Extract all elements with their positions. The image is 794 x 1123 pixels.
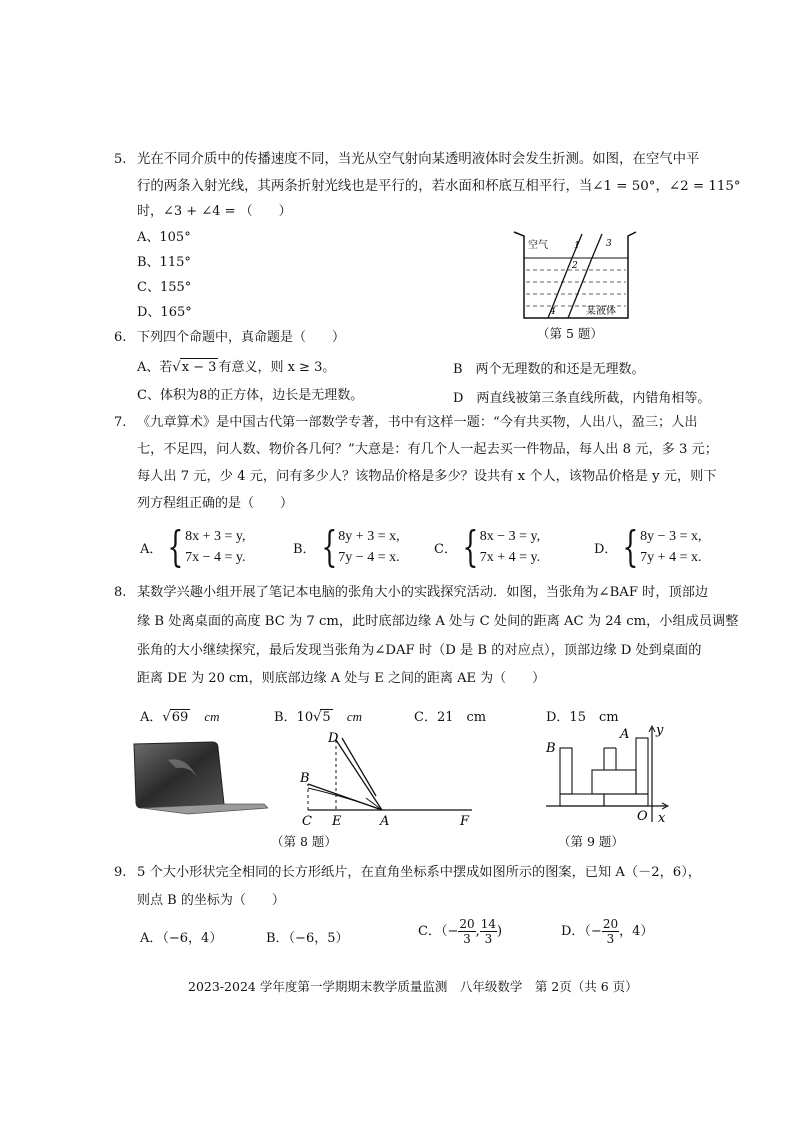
q7-stem-line2: 七，不足四，问人数、物价各几何？”大意是：有几个人一起去买一件物品，每人出 8 元，多 3 元；: [137, 442, 718, 457]
q6-option-a: A、若√x − 3 有意义，则 x ≥ 3。: [137, 360, 336, 375]
q5-number: 5.: [114, 152, 127, 167]
q8-laptop-image: [128, 740, 268, 816]
q8-number: 8.: [114, 585, 127, 600]
q7-number: 7.: [114, 415, 127, 430]
q7-stem-line3: 每人出 7 元，少 4 元，问有多少人？该物品价格是多少？设共有 x 个人，该物品价格是 y 元，则下: [137, 469, 717, 484]
q8-label-e: E: [332, 814, 342, 828]
q7-option-b: B． { 8y + 3 = x, 7y − 4 = x.: [293, 522, 400, 571]
q8-stem-line2: 缘 B 处离桌面的高度 BC 为 7 cm，此时底部边缘 A 处与 C 处间的距离 AC 为 24 cm，小组成员调整: [137, 614, 739, 629]
q6-option-a-radicand: x − 3: [181, 360, 217, 375]
q9-stem-line1: 5 个大小形状完全相同的长方形纸片，在直角坐标系中摆成如图所示的图案，已知 A（－2，6），: [137, 865, 701, 880]
q7-option-a: A． { 8x + 3 = y, 7x − 4 = y.: [140, 522, 246, 571]
q9-option-c: C．（− $\frac{20}{3}$ , $\frac{14}{3}$ ): [418, 917, 503, 946]
q9-label-a: A: [620, 727, 630, 742]
q5-stem-line3: 时，∠3 + ∠4 = （ ）: [137, 204, 292, 219]
q8-label-b: B: [300, 771, 310, 786]
q9-caption: （第 9 题）: [558, 834, 624, 849]
q6-option-c: C、体积为8的正方体，边长是无理数。: [137, 388, 364, 403]
page-footer: 2023-2024 学年度第一学期期末教学质量监测 八年级数学 第 2页（共 6 页）: [188, 979, 638, 994]
q8-stem-line1: 某数学兴趣小组开展了笔记本电脑的张角大小的实践探究活动．如图，当张角为∠BAF 时，顶部边: [137, 585, 709, 600]
q7-stem-line4: 列方程组正确的是（ ）: [137, 496, 294, 511]
q8-label-a: A: [380, 814, 390, 828]
q5-angle-3: 3: [606, 239, 612, 249]
q9-label-o: O: [637, 809, 648, 824]
q9-option-b: B．（−6，5）: [266, 931, 349, 946]
q8-caption: （第 8 题）: [271, 834, 337, 849]
q8-label-d: D: [328, 731, 339, 746]
q5-angle-4: 4: [550, 307, 556, 317]
q5-option-a: A、105°: [137, 230, 191, 245]
q7-option-d: D． { 8y − 3 = x, 7y + 4 = x.: [594, 522, 702, 571]
q9-option-a: A．（−6，4）: [140, 931, 223, 946]
q8-stem-line4: 距离 DE 为 20 cm，则底部边缘 A 处与 E 之间的距离 AE 为（ ）: [137, 671, 546, 686]
q6-option-b: B 两个无理数的和还是无理数。: [453, 362, 645, 377]
q5-option-c: C、155°: [137, 280, 192, 295]
q5-figure-beaker: [510, 228, 640, 322]
q7-option-c: C． { 8x − 3 = y, 7x + 4 = y.: [434, 522, 541, 571]
q9-stem-line2: 则点 B 的坐标为（ ）: [137, 893, 285, 908]
q5-fig-liquid-label: 某液体: [586, 306, 616, 317]
q9-label-y: y: [656, 723, 664, 738]
q8-label-f: F: [460, 814, 470, 828]
q6-option-d: D 两直线被第三条直线所截，内错角相等。: [453, 391, 711, 406]
q8-option-b: B．10√5 cm: [274, 709, 362, 725]
q5-stem-line1: 光在不同介质中的传播速度不同，当光从空气射向某透明液体时会发生折测。如图，在空气中平: [137, 152, 700, 167]
q8-label-c: C: [302, 814, 312, 828]
q8-option-a: A．√69 cm: [140, 709, 220, 725]
q5-stem-line2: 行的两条入射光线，其两条折射光线也是平行的，若水面和杯底互相平行，当∠1 = 50°，∠2 = 115°: [137, 179, 741, 194]
q7-stem-line1: 《九章算术》是中国古代第一部数学专著，书中有这样一题：“今有共买物，人出八，盈三；人出: [137, 415, 698, 430]
q9-number: 9.: [114, 865, 127, 880]
q5-angle-1: 1: [574, 241, 580, 251]
q8-option-d: D．15 cm: [546, 710, 619, 725]
q5-option-d: D、165°: [137, 305, 192, 320]
q8-option-c: C．21 cm: [414, 710, 487, 725]
q9-label-x: x: [658, 811, 666, 826]
q6-stem: 下列四个命题中，真命题是（ ）: [137, 330, 346, 345]
q8-stem-line3: 张角的大小继续探究，最后发现当张角为∠DAF 时（D 是 B 的对应点），顶部边缘 D 处到桌面的: [137, 643, 702, 658]
q5-option-b: B、115°: [137, 255, 191, 270]
q6-number: 6.: [114, 330, 127, 345]
q5-fig-air-label: 空气: [528, 240, 548, 251]
q5-caption: （第 5 题）: [537, 326, 603, 341]
q5-angle-2: 2: [572, 261, 578, 271]
q9-option-d: D．（− $\frac{20}{3}$ ，4）: [561, 917, 654, 946]
q9-figure: [540, 722, 670, 826]
q9-label-b: B: [546, 741, 556, 756]
q8-figure: [290, 728, 480, 828]
